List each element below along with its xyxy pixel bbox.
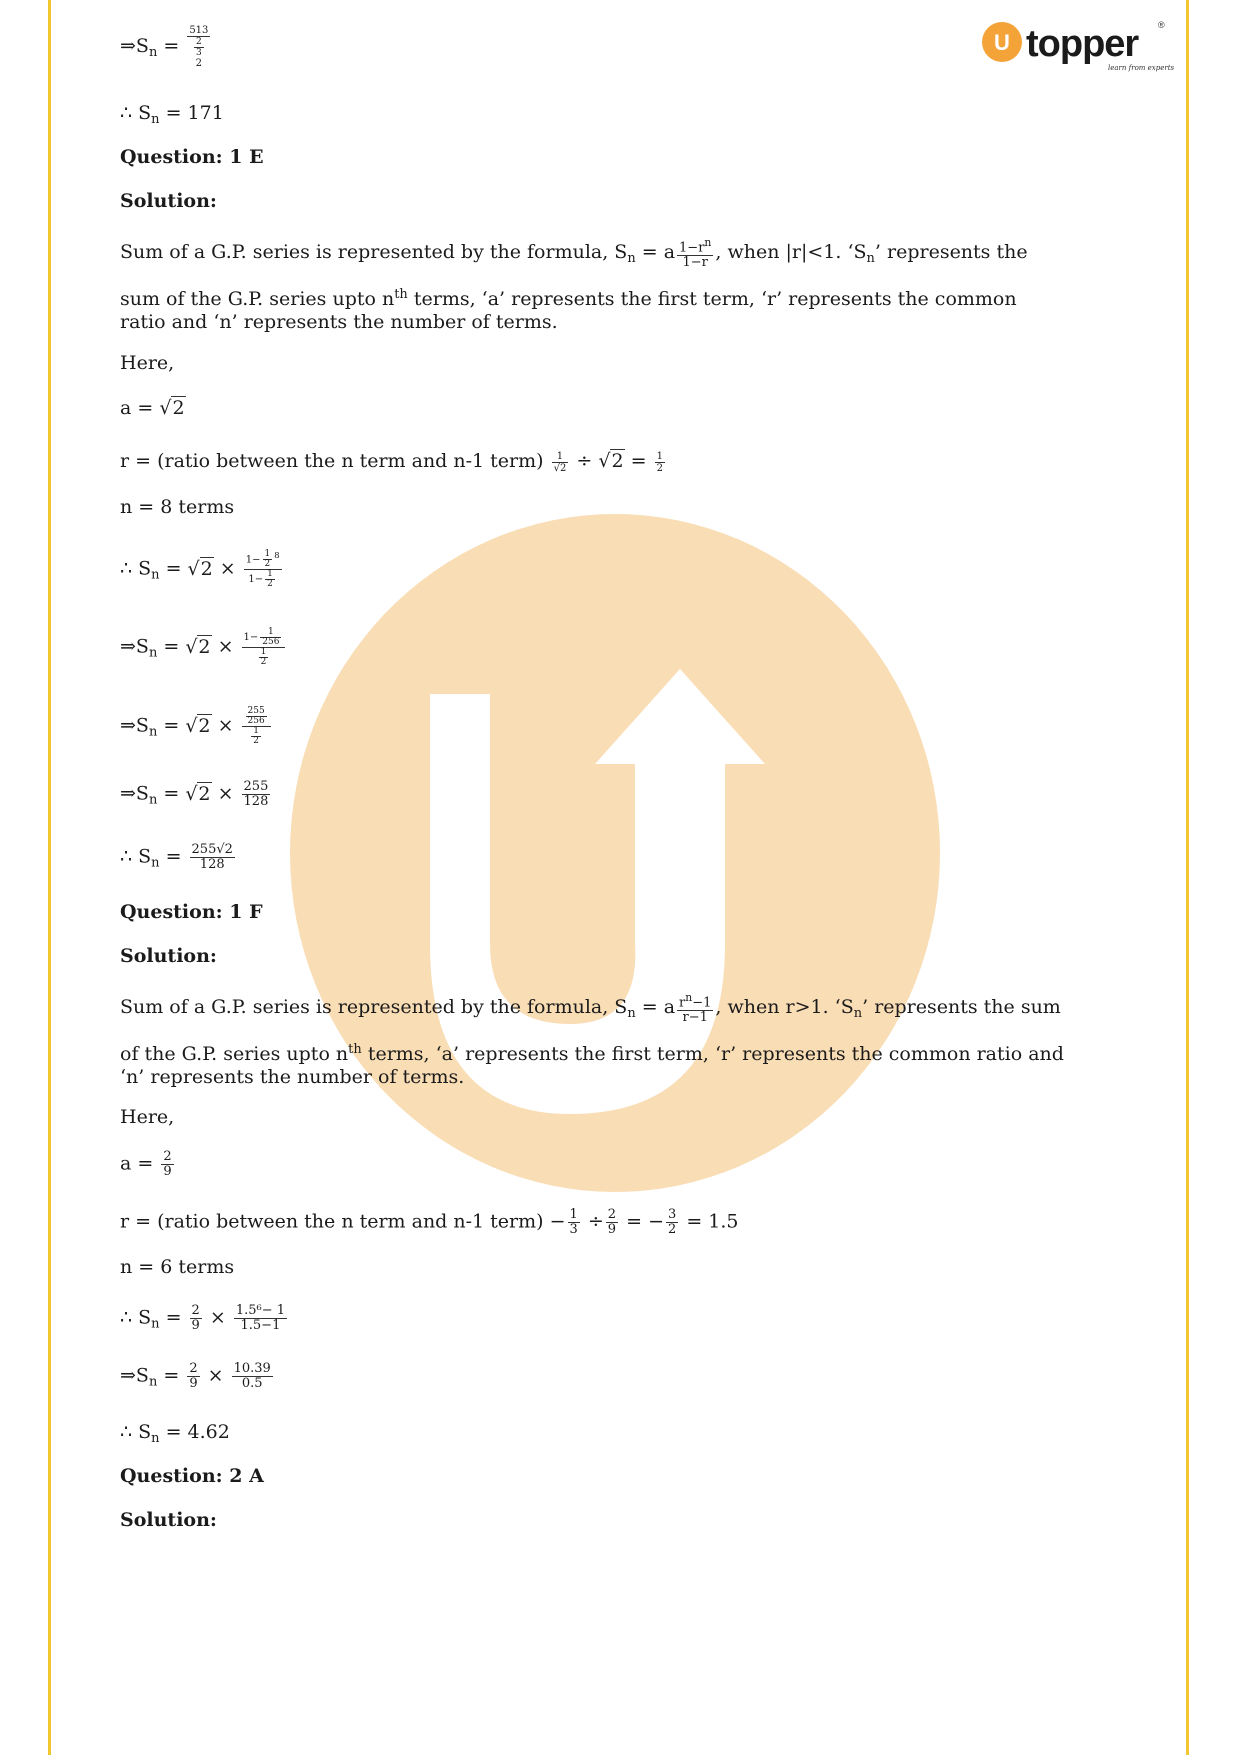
page-border-right [1186, 0, 1189, 1755]
step-line: ∴ $S_n = √2$ × 1− $\frac{1}{2}$ $^8$ 1− $\frac{1}{2}$ [120, 549, 280, 590]
solution-heading: Solution: [120, 1509, 217, 1531]
sqrt-icon: √2 [159, 397, 185, 419]
here-label: Here, [120, 1106, 175, 1128]
svg-text:®: ® [1158, 20, 1165, 30]
step-line: $\Rightarrow S_n$ = $\frac{2}{9}$ × $\frac{10.39}{0.5}$ [120, 1361, 271, 1391]
question-heading: Question: 1 F [120, 901, 263, 923]
solution-heading: Solution: [120, 945, 217, 967]
formula-paragraph-cont: sum of the G.P. series upto $n^{th}$ terms, ‘a’ represents the first term, ‘r’ represents the common ratio and ‘n’ represents the number of terms. [120, 287, 1017, 333]
prev-step-line: $\Rightarrow S_n$ = 513 $\frac{2}{3}$ 2 [120, 25, 209, 69]
result-line: ∴ $S_n$ = $\frac{255√2}{128}$ [120, 842, 233, 872]
question-heading: Question: 1 E [120, 146, 264, 168]
n-value-line: n = 8 terms [120, 496, 235, 518]
brand-logo [980, 18, 1175, 74]
formula-paragraph-cont: of the G.P. series upto $n^{th}$ terms, ‘a’ represents the first term, ‘r’ represents the common ratio and ‘n’ represents the number of terms. [120, 1042, 1064, 1088]
r-value-line: r = (ratio between the n term and n-1 term) $\frac{1}{√2}$ ÷ √2 = $\frac{1}{2}$ [120, 450, 663, 474]
step-line: $\Rightarrow S_n = √2$ × 1− $\frac{1}{256}$ $\frac{1}{2}$ [120, 628, 287, 667]
step-line: $\Rightarrow S_n = √2$ × $\frac{\frac{255}{256}}{\frac{1}{2}}$ [120, 707, 273, 746]
fraction: 1− $\frac{1}{256}$ $\frac{1}{2}$ [242, 628, 286, 667]
r-value-line: r = (ratio between the n term and n-1 term) − $\frac{1}{3}$ ÷ $\frac{2}{9}$ = − $\frac{3}{2}$ = 1.5 [120, 1207, 739, 1237]
solution-heading: Solution: [120, 190, 217, 212]
a-value-line: a = $\frac{2}{9}$ [120, 1149, 172, 1179]
step-line: $\Rightarrow S_n = √2$ × $\frac{255}{128}$ [120, 779, 269, 809]
svg-text:learn from experts: learn from experts [1108, 64, 1175, 72]
svg-text:topper: topper [1026, 23, 1139, 65]
formula-paragraph: Sum of a G.P. series is represented by the formula, $S_n = a$ $\frac{1-r^n}{1-r}$ , when |r|<1. ‘$S_n$’ represents the [120, 236, 1028, 271]
fraction: $\frac{\frac{255}{256}}{\frac{1}{2}}$ [242, 707, 271, 746]
n-value-line: n = 6 terms [120, 1256, 235, 1278]
result-line: ∴ $S_n = 4.62$ [120, 1421, 230, 1446]
page-border-left [48, 0, 51, 1755]
formula-paragraph: Sum of a G.P. series is represented by the formula, $S_n = a$ $\frac{r^n-1}{r-1}$ , when r>1. ‘$S_n$’ represents the sum [120, 991, 1061, 1026]
question-heading: Question: 2 A [120, 1465, 264, 1487]
prev-result-line: ∴ $S_n = 171$ [120, 102, 224, 127]
logo-mark-icon [980, 18, 1175, 74]
watermark-logo [290, 514, 940, 1192]
a-value-line: a = √2 [120, 397, 185, 419]
fraction: 513 $\frac{2}{3}$ 2 [189, 25, 209, 69]
fraction: 1− $\frac{1}{2}$ $^8$ 1− $\frac{1}{2}$ [245, 549, 280, 590]
step-line: ∴ $S_n$ = $\frac{2}{9}$ × $\frac{\text{1.5⁶− 1}}{1.5-1}$ [120, 1303, 286, 1333]
here-label: Here, [120, 352, 175, 374]
svg-text:U: U [994, 30, 1010, 55]
